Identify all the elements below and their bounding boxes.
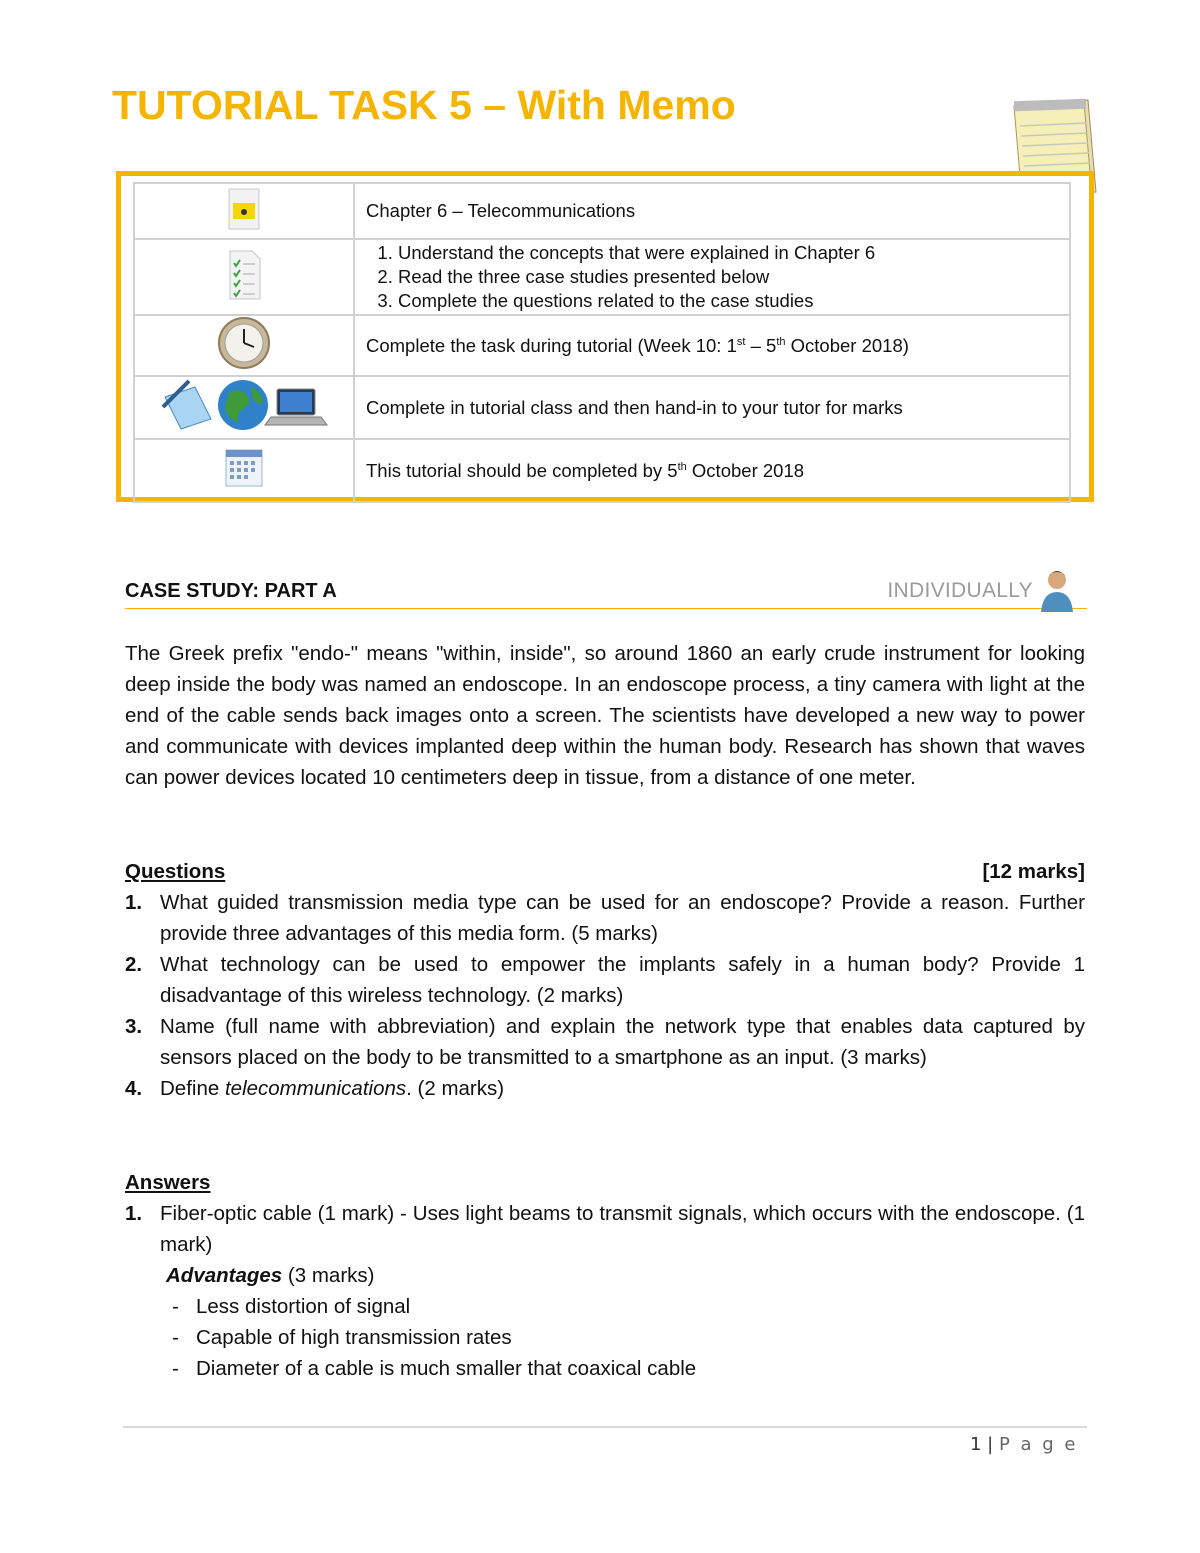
clock-icon <box>217 316 271 370</box>
clock-icon-cell <box>134 315 354 376</box>
page-label: P a g e <box>998 1434 1078 1455</box>
list-item: 2. What technology can be used to empower the implants safely in a human body? Provide 1 disadvantage of this wireless technology. (2 marks) <box>125 953 1085 1007</box>
overview-table <box>133 182 1071 503</box>
list-item: 3. Name (full name with abbreviation) and explain the network type that enables data captured by sensors placed on the body to be transmitted to a smartphone as an input. (3 marks) <box>125 1015 1085 1069</box>
answers-heading: Answers <box>125 1171 211 1194</box>
page-title: TUTORIAL TASK 5 – With Memo <box>112 82 736 128</box>
case-study-title: CASE STUDY: PART A <box>125 580 337 602</box>
questions-header <box>125 856 1085 887</box>
notes-icon <box>163 381 211 429</box>
list-item: 1. What guided transmission media type can be used for an endoscope? Provide a reason. Further provide three advantages of this media form. (5 marks) <box>125 891 1085 945</box>
person-icon <box>1037 568 1077 612</box>
submission-text: Complete in tutorial class and then hand-in to your tutor for marks <box>354 376 1070 439</box>
questions-list <box>125 887 1085 1104</box>
list-item: 1. Understand the concepts that were explained in Chapter 6 <box>398 241 1069 265</box>
checklist-icon-cell <box>134 239 354 315</box>
answers-header <box>125 1167 1085 1198</box>
list-item: 4. Define telecommunications. (2 marks) <box>125 1077 505 1100</box>
answers-list <box>125 1198 1085 1384</box>
list-item: - Less distortion of signal <box>172 1295 411 1318</box>
footer-divider <box>123 1426 1087 1428</box>
list-item: 2. Read the three case studies presented below <box>398 265 1069 289</box>
globe-laptop-icon <box>159 377 329 433</box>
book-icon <box>226 187 262 231</box>
list-item: 3. Complete the questions related to the case studies <box>398 289 1069 313</box>
table-row <box>134 183 1070 239</box>
total-marks: [12 marks] <box>982 860 1085 883</box>
timing-text: Complete the task during tutorial (Week 10: 1st – 5th October 2018) <box>354 315 1070 376</box>
work-mode-label: INDIVIDUALLY <box>887 579 1033 602</box>
book-icon-cell <box>134 183 354 239</box>
table-row <box>134 376 1070 439</box>
steps-list <box>366 241 1069 313</box>
calendar-icon-cell <box>134 439 354 502</box>
page-footer <box>970 1434 1078 1455</box>
deadline-text: This tutorial should be completed by 5th October 2018 <box>354 439 1070 502</box>
footer-separator: | <box>987 1434 994 1455</box>
table-row <box>134 239 1070 315</box>
checklist-icon <box>224 249 264 301</box>
case-study-intro: The Greek prefix "endo-" means "within, inside", so around 1860 an early crude instrument for looking deep inside the body was named an endoscope. In an endoscope process, a tiny camera with light at the end of the cable sends back images onto a screen. The scientists have developed a new way to power and communicate with devices implanted deep within the human body. Research has shown that waves can power devices located 10 centimeters deep in tissue, from a distance of one meter. <box>125 642 1085 789</box>
list-item: - Diameter of a cable is much smaller that coaxical cable <box>172 1357 697 1380</box>
advantages-label: Advantages (3 marks) <box>166 1264 375 1287</box>
list-item: 1. Fiber-optic cable (1 mark) - Uses light beams to transmit signals, which occurs with the endoscope. (1 mark) <box>125 1202 1085 1256</box>
calendar-icon <box>223 446 265 490</box>
page-number: 1 <box>969 1434 982 1455</box>
questions-heading: Questions <box>125 860 226 883</box>
submission-icons-cell <box>134 376 354 439</box>
list-item: - Capable of high transmission rates <box>172 1326 512 1349</box>
chapter-text: Chapter 6 – Telecommunications <box>354 183 1070 239</box>
case-study-header <box>125 578 1087 609</box>
table-row <box>134 315 1070 376</box>
table-row <box>134 439 1070 502</box>
